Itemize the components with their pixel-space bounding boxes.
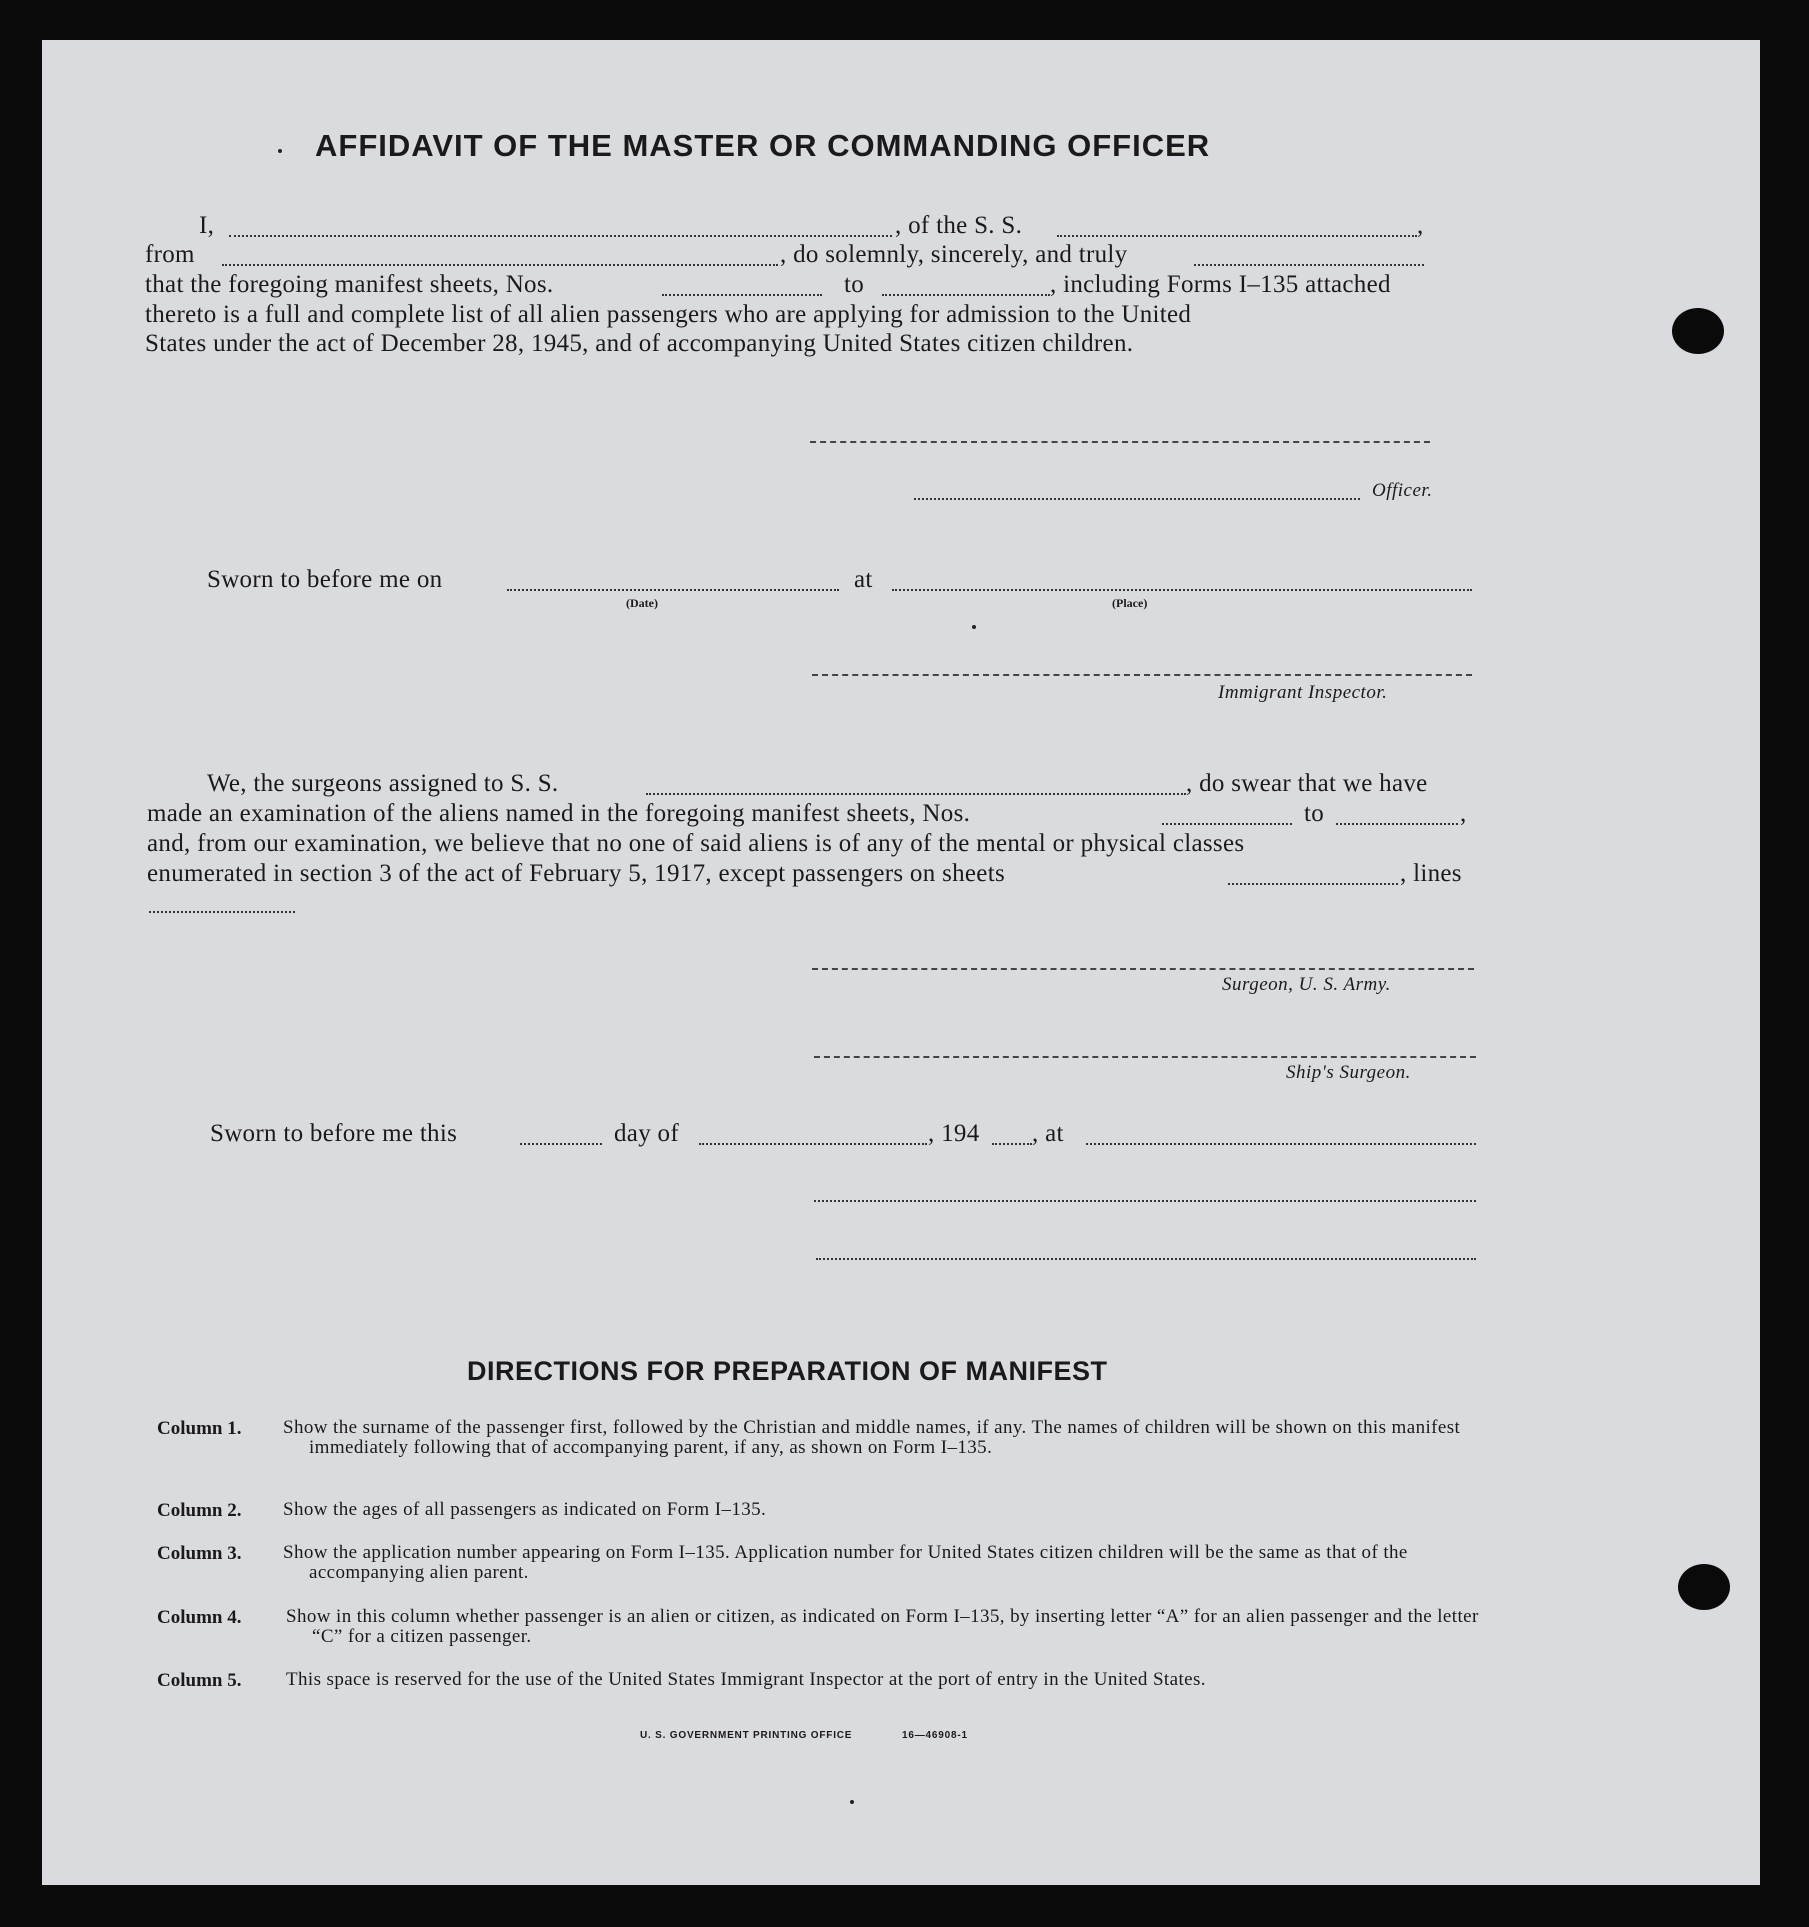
except-lines-field[interactable]	[149, 911, 295, 913]
surgeons-sheet-from-field[interactable]	[1162, 823, 1292, 825]
affidavit-line-4: thereto is a full and complete list of all alien passengers who are applying for admission to the United	[145, 301, 1192, 328]
officer-signature-line[interactable]	[810, 441, 1430, 443]
direction-label-5: Column 5.	[157, 1670, 242, 1691]
sworn-day-of: day of	[614, 1120, 679, 1147]
affidavit-including: , including Forms I–135 attached	[1050, 271, 1391, 298]
surgeons-examination: made an examination of the aliens named in the foregoing manifest sheets, Nos.	[147, 800, 971, 827]
affidavit-sheets-nos: that the foregoing manifest sheets, Nos.	[145, 271, 554, 298]
punch-hole-top	[1672, 308, 1724, 354]
sworn-date-field[interactable]	[507, 589, 839, 591]
port-from-field[interactable]	[222, 264, 778, 266]
affidavit-from: from	[145, 241, 195, 268]
surgeons-do-swear: , do swear that we have	[1186, 770, 1428, 797]
affidavit-word-i: I,	[199, 212, 215, 239]
sworn-place-field-2[interactable]	[1086, 1143, 1476, 1145]
punch-hole-bottom	[1678, 1564, 1730, 1610]
printer-imprint: U. S. GOVERNMENT PRINTING OFFICE	[640, 1730, 853, 1741]
officer-title-field[interactable]	[914, 498, 1360, 500]
form-number: 16—46908-1	[902, 1730, 968, 1741]
ship-surgeon-caption: Ship's Surgeon.	[1286, 1062, 1411, 1083]
inspector-signature-line[interactable]	[812, 674, 1472, 676]
surgeons-assigned: We, the surgeons assigned to S. S.	[207, 770, 559, 797]
direction-label-2: Column 2.	[157, 1500, 242, 1521]
direction-text-1: Show the surname of the passenger first, followed by the Christian and middle names, if any. The names of children will be shown on this manifest immediately following that of accompanying parent, if any, as shown on Form I–135.	[283, 1417, 1461, 1458]
army-surgeon-caption: Surgeon, U. S. Army.	[1222, 974, 1391, 995]
sworn-year-field[interactable]	[992, 1143, 1032, 1145]
affidavit-line-5: States under the act of December 28, 1945, and of accompanying United States citizen children.	[145, 330, 1134, 357]
direction-text-5: This space is reserved for the use of the United States Immigrant Inspector at the port of entry in the United States.	[286, 1669, 1206, 1690]
inspector-title-line-2[interactable]	[816, 1258, 1476, 1260]
surgeons-enumerated: enumerated in section 3 of the act of February 5, 1917, except passengers on sheets	[147, 860, 1005, 887]
affidavit-title: AFFIDAVIT OF THE MASTER OR COMMANDING OFFICER	[315, 128, 1211, 163]
surgeons-ship-field[interactable]	[646, 793, 1186, 795]
scan-speck	[278, 149, 282, 153]
sworn-place-field[interactable]	[892, 589, 1472, 591]
direction-label-3: Column 3.	[157, 1543, 242, 1564]
form-sheet	[42, 40, 1760, 1885]
direction-text-2: Show the ages of all passengers as indicated on Form I–135.	[283, 1499, 767, 1520]
surgeons-sheet-to-field[interactable]	[1336, 823, 1458, 825]
sworn-year-prefix: , 194	[928, 1120, 980, 1147]
surgeons-comma: ,	[1460, 800, 1467, 827]
directions-title: DIRECTIONS FOR PREPARATION OF MANIFEST	[467, 1356, 1108, 1386]
affidavit-comma: ,	[1417, 212, 1424, 239]
sheet-to-field[interactable]	[882, 294, 1050, 296]
ship-surgeon-signature-line[interactable]	[814, 1056, 1476, 1058]
sworn-month-field[interactable]	[699, 1143, 927, 1145]
officer-caption: Officer.	[1372, 480, 1433, 501]
direction-text-4: Show in this column whether passenger is an alien or citizen, as indicated on Form I–135, by inserting letter “A” for an alien passenger and the letter “C” for a citizen passenger.	[286, 1606, 1479, 1647]
sworn-day-field[interactable]	[520, 1143, 602, 1145]
surgeons-lines: , lines	[1400, 860, 1462, 887]
affidavit-to: to	[844, 271, 865, 298]
sworn-this: Sworn to before me this	[210, 1120, 458, 1147]
affidavit-of-ss: , of the S. S.	[895, 212, 1023, 239]
surgeons-to: to	[1304, 800, 1325, 827]
date-caption: (Date)	[626, 596, 658, 610]
sworn-before-me-on: Sworn to before me on	[207, 566, 443, 593]
scan-speck	[850, 1800, 854, 1804]
direction-label-1: Column 1.	[157, 1418, 242, 1439]
sworn-at: at	[854, 566, 873, 593]
sworn-at-2: , at	[1032, 1120, 1064, 1147]
except-sheets-field[interactable]	[1228, 883, 1398, 885]
oath-word-field[interactable]	[1194, 264, 1424, 266]
army-surgeon-signature-line[interactable]	[812, 968, 1474, 970]
ship-name-field[interactable]	[1057, 235, 1417, 237]
place-caption: (Place)	[1112, 596, 1148, 610]
direction-label-4: Column 4.	[157, 1607, 242, 1628]
inspector-caption: Immigrant Inspector.	[1218, 682, 1388, 703]
affidavit-solemnly: , do solemnly, sincerely, and truly	[780, 241, 1128, 268]
scan-speck	[972, 625, 976, 629]
master-name-field[interactable]	[229, 235, 892, 237]
surgeons-line-3: and, from our examination, we believe that no one of said aliens is of any of the mental or physical classes	[147, 830, 1245, 857]
sheet-from-field[interactable]	[662, 294, 822, 296]
direction-text-3: Show the application number appearing on Form I–135. Application number for United States citizen children will be the same as that of the accompanying alien parent.	[283, 1542, 1408, 1583]
inspector-signature-line-2[interactable]	[814, 1200, 1476, 1202]
